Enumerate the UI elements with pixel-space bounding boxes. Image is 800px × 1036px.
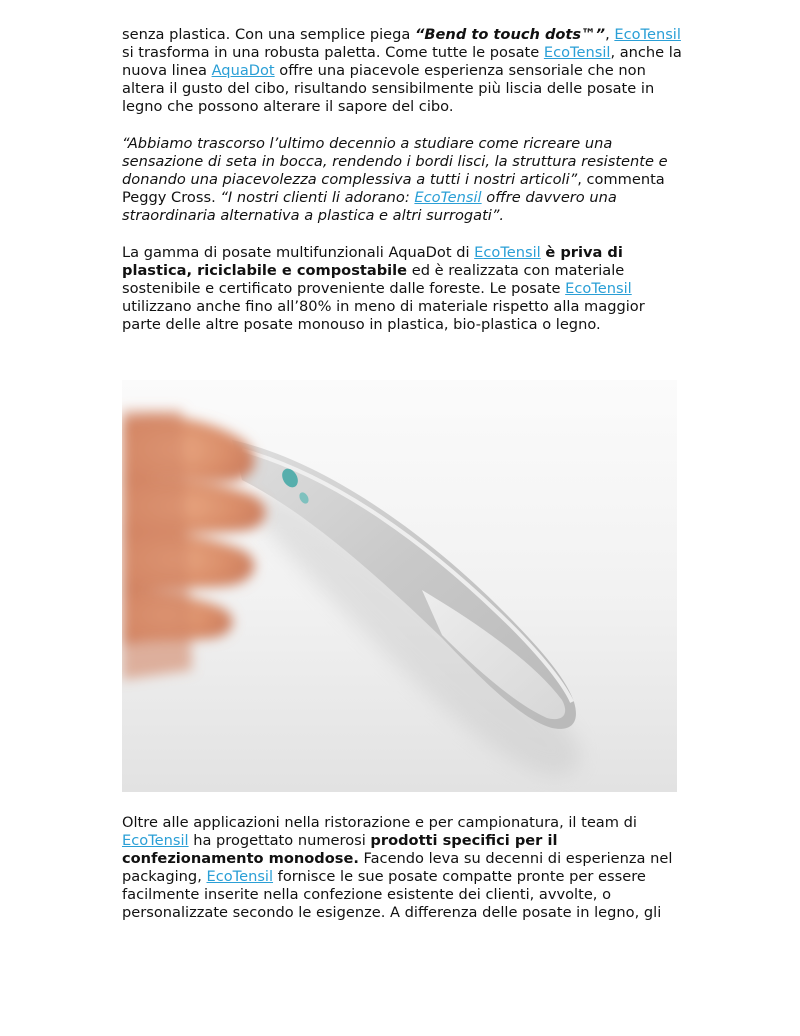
text-run: ed è realizzata con materiale sostenibile e certificato proveniente dalle foreste. Le posate <box>122 262 625 297</box>
paragraph-aquadot-range <box>122 244 682 334</box>
bend-to-touch-phrase: “Bend to touch dots™” <box>415 26 606 43</box>
quote-text: “I nostri clienti li adorano: <box>220 189 415 206</box>
text-run: La gamma di posate multifunzionali AquaDot di <box>122 244 475 261</box>
spoon-photo <box>122 380 677 792</box>
text-run: senza plastica. Con una semplice piega <box>122 26 416 43</box>
quote-text: “Abbiamo trascorso l’ultimo decennio a studiare come ricreare una sensazione di seta in bocca, rendendo i bordi lisci, la struttura resistente e donando una piacevolezza complessiva a tutti i nostri articoli” <box>122 135 668 188</box>
bold-highlight: è priva di plastica, riciclabile e compostabile <box>122 244 623 279</box>
text-run: Facendo leva su decenni di esperienza nel packaging, <box>122 850 673 885</box>
spacer <box>122 792 682 814</box>
ecotensil-link[interactable]: EcoTensil <box>122 832 189 849</box>
text-run: fornisce le sue posate compatte pronte per essere facilmente inserite nella confezione esistente dei clienti, avvolte, o personalizzate secondo le esigenze. A differenza delle posate in legno, gli <box>122 868 662 921</box>
article-body <box>122 26 682 922</box>
ecotensil-link[interactable]: EcoTensil <box>543 44 611 61</box>
paragraph-quote-peggy-cross <box>122 135 682 225</box>
text-run: Oltre alle applicazioni nella ristorazione e per campionatura, il team di <box>122 814 637 831</box>
bold-highlight: prodotti specifici per il confezionamento monodose. <box>122 832 558 867</box>
ecotensil-link[interactable]: EcoTensil <box>414 189 482 206</box>
text-run: ha progettato numerosi <box>188 832 371 849</box>
paragraph-bend-to-touch <box>122 26 682 116</box>
text-run: utilizzano anche fino all’80% in meno di materiale rispetto alla maggior parte delle altre posate monouso in plastica, bio-plastica o legno. <box>122 298 645 333</box>
text-run: , anche la nuova linea <box>122 44 682 79</box>
paragraph-monodose-packaging <box>122 814 682 922</box>
aquadot-link[interactable]: AquaDot <box>211 62 275 79</box>
text-run: , commenta Peggy Cross. <box>122 171 665 206</box>
text-run: offre una piacevole esperienza sensoriale che non altera il gusto del cibo, risultando sensibilmente più liscia delle posate in legno che possono alterare il sapore del cibo. <box>122 62 655 115</box>
quote-text: offre davvero una straordinaria alternativa a plastica e altri surrogati”. <box>122 189 617 224</box>
text-run: si trasforma in una robusta paletta. Come tutte le posate <box>122 44 544 61</box>
spoon-illustration <box>122 380 677 792</box>
ecotensil-link[interactable]: EcoTensil <box>565 280 632 297</box>
ecotensil-link[interactable]: EcoTensil <box>206 868 274 885</box>
hand <box>122 410 266 680</box>
spacer <box>122 334 682 380</box>
text-run: , <box>605 26 615 43</box>
ecotensil-link[interactable]: EcoTensil <box>474 244 541 261</box>
ecotensil-link[interactable]: EcoTensil <box>614 26 681 43</box>
